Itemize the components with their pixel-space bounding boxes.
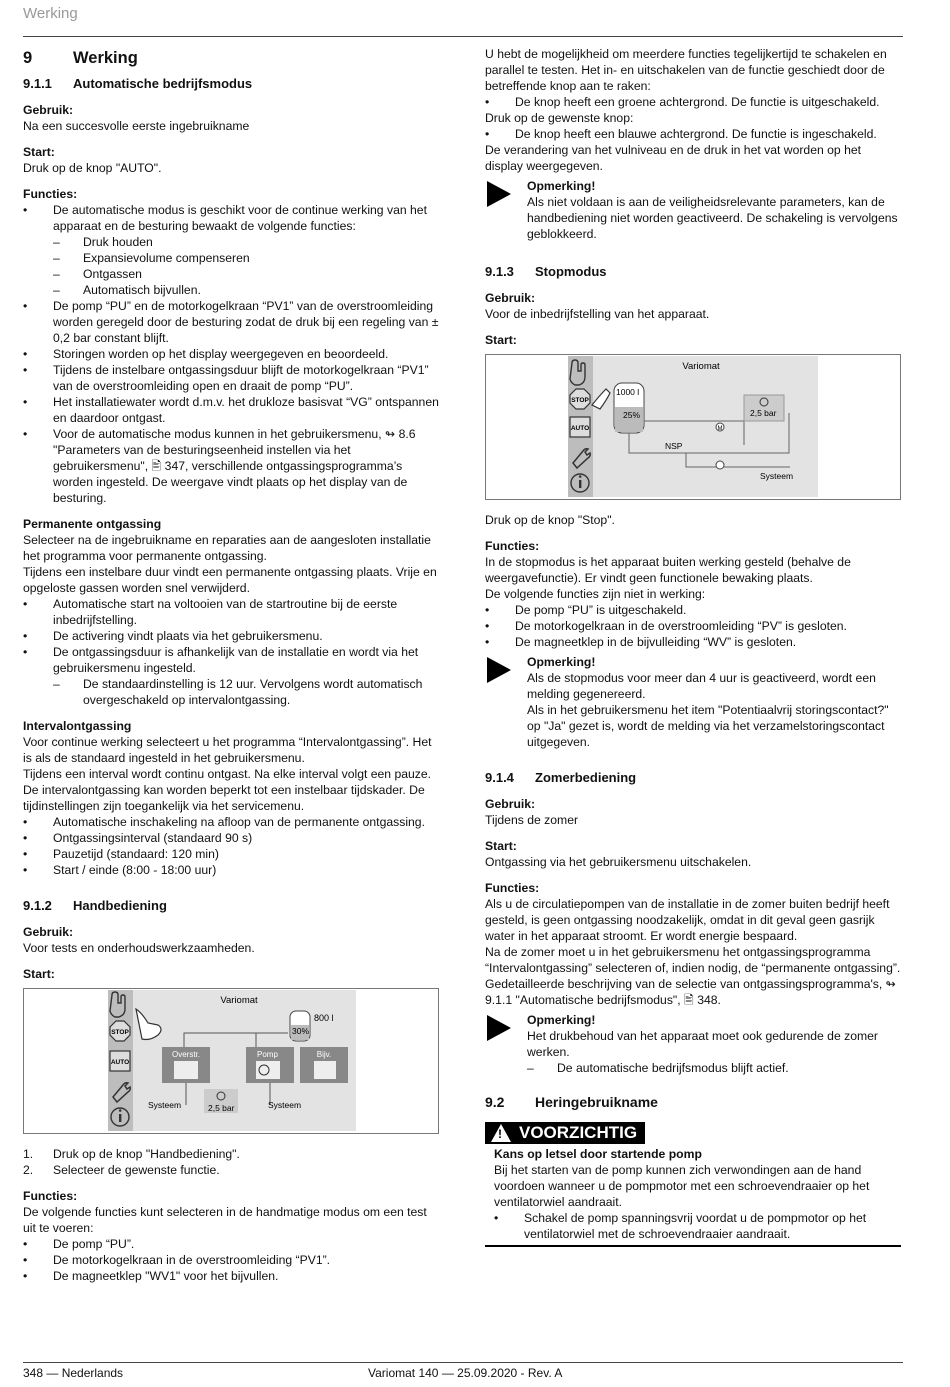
overstroom-button[interactable] xyxy=(162,1047,210,1083)
start-text: Druk op de knop "AUTO". xyxy=(23,161,162,175)
warning-title: Kans op letsel door startende pomp xyxy=(494,1147,702,1161)
bullet: • xyxy=(494,1211,499,1225)
start-label: Start: xyxy=(23,145,55,159)
list-item xyxy=(485,94,901,110)
item-text: Automatische start na voltooien van de startroutine bij de eerste inbedrijfstelling. xyxy=(53,597,398,627)
stopmodus-figure xyxy=(485,354,901,500)
item-text: Het installatiewater wordt d.m.v. het drukloze basisvat “VG” ontspannen en daardoor ontgast. xyxy=(53,395,439,425)
list-item xyxy=(23,1236,439,1252)
bullet: • xyxy=(23,299,28,313)
left-column xyxy=(23,46,439,1284)
list-item xyxy=(23,426,439,506)
item-text: De automatische bedrijfsmodus blijft actief. xyxy=(557,1061,789,1075)
item-text: Tijdens de instelbare ontgassingsduur blijft de motorkogelkraan “PV1” van de overstroomleiding open en draait de pomp “PU”. xyxy=(53,363,429,393)
system-label: Systeem xyxy=(268,1100,302,1110)
box-label: Overstr. xyxy=(171,1050,201,1059)
item-text: Pauzetijd (standaard: 120 min) xyxy=(53,847,219,861)
note-text: Als de stopmodus voor meer dan 4 uur is geactiveerd, wordt een melding gegenereerd. xyxy=(527,671,876,701)
subheading-permanente: Permanente ontgassing xyxy=(23,517,162,531)
functies-label: Functies: xyxy=(485,539,540,553)
item-text: Druk houden xyxy=(83,235,153,249)
item-text: Schakel de pomp spanningsvrij voordat u de pompmotor op het ventilatorwiel met de schroevendraaier aandraait. xyxy=(524,1211,867,1241)
item-text: Automatische inschakeling na afloop van de permanente ontgassing. xyxy=(53,815,425,829)
item-text: Start / einde (8:00 - 18:00 uur) xyxy=(53,863,217,877)
section-title: Stopmodus xyxy=(535,264,607,279)
vessel-volume: 800 l xyxy=(314,1013,334,1023)
pump-icon xyxy=(716,461,724,469)
figure-title: Variomat xyxy=(220,995,258,1006)
start-label: Start: xyxy=(485,839,517,853)
bullet: • xyxy=(23,629,28,643)
bullet: • xyxy=(23,831,28,845)
page-header: Werking xyxy=(23,5,78,22)
bullet: • xyxy=(23,847,28,861)
section-92-heading xyxy=(485,1094,901,1110)
stopmodus-display-svg xyxy=(486,355,900,499)
cross-reference-link[interactable]: Gedetailleerde beschrijving van de selectie van ontgassingsprogramma's, ↬ 9.1.1 "Automatische bedrijfsmodus", 🖹 348. xyxy=(485,977,896,1007)
item-text: De activering vindt plaats via het gebruikersmenu. xyxy=(53,629,323,643)
item-text: De knop heeft een blauwe achtergrond. De functie is ingeschakeld. xyxy=(515,127,877,141)
start-label: Start: xyxy=(23,967,55,981)
paragraph: De volgende functies kunt selecteren in de handmatige modus om een test uit te voeren: xyxy=(23,1205,427,1235)
note-title: Opmerking! xyxy=(527,1013,596,1027)
bullet: • xyxy=(485,95,490,109)
note-content xyxy=(527,654,901,750)
bullet: • xyxy=(485,127,490,141)
section-914-heading xyxy=(485,770,901,786)
list-item xyxy=(527,1060,901,1076)
list-item xyxy=(23,830,439,846)
right-column xyxy=(485,46,901,1247)
note-arrow-icon xyxy=(485,178,527,242)
perm-list xyxy=(23,596,439,708)
list-item xyxy=(23,596,439,628)
box-label: Bijv. xyxy=(316,1050,332,1059)
item-text: De pomp “PU”. xyxy=(53,1237,135,1251)
section-number: 9 xyxy=(23,49,33,67)
list-item xyxy=(23,862,439,878)
functies-label: Functies: xyxy=(485,881,540,895)
pressure-readout: 2,5 bar xyxy=(750,408,777,418)
stop-button[interactable] xyxy=(570,389,590,409)
start-label: Start: xyxy=(485,333,517,347)
stop-functions-list xyxy=(485,602,901,650)
note-content xyxy=(527,1012,901,1076)
item-text: Ontgassingsinterval (standaard 90 s) xyxy=(53,831,253,845)
paragraph: U hebt de mogelijkheid om meerdere functies tegelijkertijd te schakelen en parallel te testen. Het in- en uitschakelen van de functie geschiedt door de betreffende knop aan te raken: xyxy=(485,47,887,93)
bullet: • xyxy=(23,203,28,217)
list-item xyxy=(23,1268,439,1284)
list-item xyxy=(485,634,901,650)
dash: – xyxy=(53,677,60,691)
paragraph: De verandering van het vulniveau en de druk in het vat worden op het display weergegeven. xyxy=(485,143,862,173)
dash: – xyxy=(53,251,60,265)
section-title: Werking xyxy=(73,49,138,67)
paragraph: In de stopmodus is het apparaat buiten werking gesteld (behalve de weergavefunctie). Er vindt geen functionele bewaking plaats. xyxy=(485,555,851,585)
list-item xyxy=(23,266,439,282)
item-text: De magneetklep in de bijvulleiding “WV” is gesloten. xyxy=(515,635,797,649)
item-text: De knop heeft een groene achtergrond. De functie is uitgeschakeld. xyxy=(515,95,880,109)
item-text: Storingen worden op het display weergegeven en beoordeeld. xyxy=(53,347,389,361)
note-title: Opmerking! xyxy=(527,179,596,193)
section-title: Zomerbediening xyxy=(535,770,637,785)
item-text: Selecteer de gewenste functie. xyxy=(53,1163,220,1177)
note-block xyxy=(485,654,901,750)
subheading-interval: Intervalontgassing xyxy=(23,719,132,733)
bullet: • xyxy=(485,635,490,649)
section-911-heading xyxy=(23,76,439,92)
list-item xyxy=(485,602,901,618)
warning-icon: ! xyxy=(491,1124,511,1142)
bullet: • xyxy=(23,1269,28,1283)
gebruik-label: Gebruik: xyxy=(23,925,74,939)
header-divider xyxy=(23,36,903,37)
list-item xyxy=(485,126,901,142)
gebruik-text: Voor tests en onderhoudswerkzaamheden. xyxy=(23,941,255,955)
paragraph: Druk op de knop "Stop". xyxy=(485,513,615,527)
list-item xyxy=(23,1162,439,1178)
list-item xyxy=(23,346,439,362)
bullet: • xyxy=(23,427,28,441)
list-item xyxy=(23,394,439,426)
box-label: Pomp xyxy=(257,1050,278,1059)
note-text: Het drukbehoud van het apparaat moet ook gedurende de zomer werken. xyxy=(527,1029,878,1059)
paragraph: Druk op de gewenste knop: xyxy=(485,111,634,125)
section-number: 9.2 xyxy=(485,1094,505,1110)
auto-label: AUTO xyxy=(570,425,590,432)
list-item xyxy=(485,618,901,634)
item-text: Automatisch bijvullen. xyxy=(83,283,201,297)
section-title: Heringebruikname xyxy=(535,1094,658,1110)
pomp-button[interactable] xyxy=(246,1047,294,1083)
paragraph: Tijdens een interval wordt continu ontgast. Na elke interval volgt een pauze. De intervalontgassing kan worden beperkt tot een instelbaar tijdskader. De tijdinstellingen zijn toegankelijk via het servicemenu. xyxy=(23,767,432,813)
bijvullen-button[interactable] xyxy=(300,1047,348,1083)
paragraph: Selecteer na de ingebruikname en reparaties aan de aangesloten installatie het programma voor permanente ontgassing. xyxy=(23,533,431,563)
list-item xyxy=(23,846,439,862)
footer-page-language: 348 — Nederlands xyxy=(23,1366,124,1380)
note-arrow-icon xyxy=(485,654,527,750)
list-item xyxy=(23,298,439,346)
cross-reference-link[interactable]: Voor de automatische modus kunnen in het gebruikersmenu, ↬ 8.6 "Parameters van de besturingseenheid instellen via het gebruikersmenu", 🖹 347, verschillende ontgassingsprogramma’s worden ingesteld. De weergave vindt plaats op het display van de besturing. xyxy=(53,427,416,505)
motor-label: M xyxy=(717,426,723,432)
section-912-heading xyxy=(23,898,439,914)
nsp-label: NSP xyxy=(665,441,683,451)
list-item xyxy=(23,362,439,394)
list-item xyxy=(23,202,439,234)
item-text: Expansievolume compenseren xyxy=(83,251,250,265)
bullet: • xyxy=(23,363,28,377)
item-text: De automatische modus is geschikt voor de continue werking van het apparaat en de besturing bewaakt de volgende functies: xyxy=(53,203,427,233)
auto-functions-list xyxy=(23,202,439,506)
auto-label: AUTO xyxy=(110,1059,130,1066)
list-item xyxy=(23,282,439,298)
handbediening-display-svg xyxy=(24,989,438,1133)
section-number: 9.1.3 xyxy=(485,264,514,279)
step-number: 2. xyxy=(23,1163,34,1177)
bullet: • xyxy=(485,619,490,633)
bullet: • xyxy=(23,863,28,877)
auto-button[interactable] xyxy=(110,1051,130,1071)
list-item xyxy=(23,1146,439,1162)
section-number: 9.1.2 xyxy=(23,898,52,913)
list xyxy=(485,126,901,142)
vessel-level: 25% xyxy=(623,410,641,420)
step-number: 1. xyxy=(23,1147,34,1161)
paragraph: Tijdens een instelbare duur vindt een permanente ontgassing plaats. Vrije en opgeloste gassen worden snel verwijderd. xyxy=(23,565,437,595)
auto-button[interactable] xyxy=(570,417,590,437)
section-title: Automatische bedrijfsmodus xyxy=(73,76,253,91)
pressure-readout: 2,5 bar xyxy=(208,1103,235,1113)
vessel-level: 30% xyxy=(292,1026,310,1036)
section-9-heading xyxy=(23,50,439,66)
list xyxy=(485,94,901,110)
figure-title: Variomat xyxy=(682,361,720,372)
item-text: Ontgassen xyxy=(83,267,142,281)
dash: – xyxy=(53,267,60,281)
bullet: • xyxy=(23,1253,28,1267)
list-item xyxy=(23,644,439,676)
section-number: 9.1.1 xyxy=(23,76,52,91)
bullet: • xyxy=(23,815,28,829)
note-block xyxy=(485,1012,901,1076)
item-text: Druk op de knop "Handbediening". xyxy=(53,1147,240,1161)
gebruik-label: Gebruik: xyxy=(485,291,536,305)
paragraph: Voor continue werking selecteert u het programma “Intervalontgassing”. Het is als de standaard ingesteld in het gebruikersmenu. xyxy=(23,735,432,765)
bullet: • xyxy=(23,1237,28,1251)
dash: – xyxy=(53,235,60,249)
note-text: Als in het gebruikersmenu het item "Potentiaalvrij storingscontact?" op "Ja" gezet is, wordt de melding via het verzamelstoringscontact uitgegeven. xyxy=(527,703,889,749)
list-item xyxy=(23,628,439,644)
functies-label: Functies: xyxy=(23,187,78,201)
paragraph: Als u de circulatiepompen van de installatie in de zomer buiten bedrijf heeft gesteld, is geen ontgassing noodzakelijk, omdat in dit geval geen gasrijk water in het apparaat stroomt. Er wordt energie bespaard. xyxy=(485,897,890,943)
bullet: • xyxy=(23,347,28,361)
manual-functions-list xyxy=(23,1236,439,1284)
gebruik-label: Gebruik: xyxy=(23,103,74,117)
dash: – xyxy=(53,283,60,297)
bullet: • xyxy=(23,597,28,611)
item-text: De pomp “PU” en de motorkogelkraan “PV1” van de overstroomleiding worden geregeld door de besturing zodat de druk bij een regeling van ± 0,2 bar constant blijft. xyxy=(53,299,439,345)
note-text: Als niet voldaan is aan de veiligheidsrelevante parameters, kan de handbediening niet worden geactiveerd. De schakeling is vervolgens geblokkeerd. xyxy=(527,195,898,241)
handbediening-figure xyxy=(23,988,439,1134)
note-block xyxy=(485,178,901,242)
system-label: Systeem xyxy=(148,1100,182,1110)
section-number: 9.1.4 xyxy=(485,770,514,785)
warning-divider xyxy=(485,1245,901,1247)
warning-body xyxy=(485,1146,901,1242)
item-text: De pomp “PU” is uitgeschakeld. xyxy=(515,603,687,617)
gebruik-label: Gebruik: xyxy=(485,797,536,811)
interval-list xyxy=(23,814,439,878)
note-arrow-icon xyxy=(485,1012,527,1076)
item-text: De ontgassingsduur is afhankelijk van de installatie en wordt via het gebruikersmenu ingesteld. xyxy=(53,645,419,675)
note-title: Opmerking! xyxy=(527,655,596,669)
paragraph: Na de zomer moet u in het gebruikersmenu het ontgassingsprogramma “Intervalontgassing” selecteren of, indien nodig, de “permanente ontgassing”. xyxy=(485,945,901,975)
stop-button[interactable] xyxy=(110,1021,130,1041)
list-item xyxy=(23,1252,439,1268)
item-text: De magneetklep "WV1" voor het bijvullen. xyxy=(53,1269,279,1283)
list-item xyxy=(494,1210,901,1242)
gebruik-text: Voor de inbedrijfstelling van het apparaat. xyxy=(485,307,710,321)
item-text: De motorkogelkraan in de overstroomleiding “PV1”. xyxy=(53,1253,331,1267)
start-text: Ontgassing via het gebruikersmenu uitschakelen. xyxy=(485,855,752,869)
list-item xyxy=(23,814,439,830)
paragraph: De volgende functies zijn niet in werking: xyxy=(485,587,706,601)
warning-label: VOORZICHTIG xyxy=(519,1123,638,1142)
footer-divider xyxy=(23,1362,903,1363)
note-content xyxy=(527,178,901,242)
system-label: Systeem xyxy=(760,471,794,481)
vessel-volume: 1000 l xyxy=(616,387,640,397)
warning-badge xyxy=(485,1122,645,1144)
section-913-heading xyxy=(485,264,901,280)
item-text: De standaardinstelling is 12 uur. Vervolgens wordt automatisch overgeschakeld op intervalontgassing. xyxy=(83,677,423,707)
item-text: De motorkogelkraan in de overstroomleiding “PV” is gesloten. xyxy=(515,619,847,633)
stop-label: STOP xyxy=(111,1029,129,1036)
gebruik-text: Tijdens de zomer xyxy=(485,813,579,827)
gebruik-text: Na een succesvolle eerste ingebruikname xyxy=(23,119,250,133)
bullet: • xyxy=(23,645,28,659)
list-item xyxy=(23,676,439,708)
warning-text: Bij het starten van de pomp kunnen zich verwondingen aan de hand voordoen wanneer u de pompmotor met een schroevendraaier op het ventilatorwiel aandraait. xyxy=(494,1163,870,1209)
footer-document-info: Variomat 140 — 25.09.2020 - Rev. A xyxy=(368,1366,563,1380)
steps-list xyxy=(23,1146,439,1178)
bullet: • xyxy=(23,395,28,409)
functies-label: Functies: xyxy=(23,1189,78,1203)
list-item xyxy=(23,234,439,250)
section-title: Handbediening xyxy=(73,898,167,913)
dash: – xyxy=(527,1061,534,1075)
stop-label: STOP xyxy=(571,397,589,404)
bullet: • xyxy=(485,603,490,617)
list-item xyxy=(23,250,439,266)
